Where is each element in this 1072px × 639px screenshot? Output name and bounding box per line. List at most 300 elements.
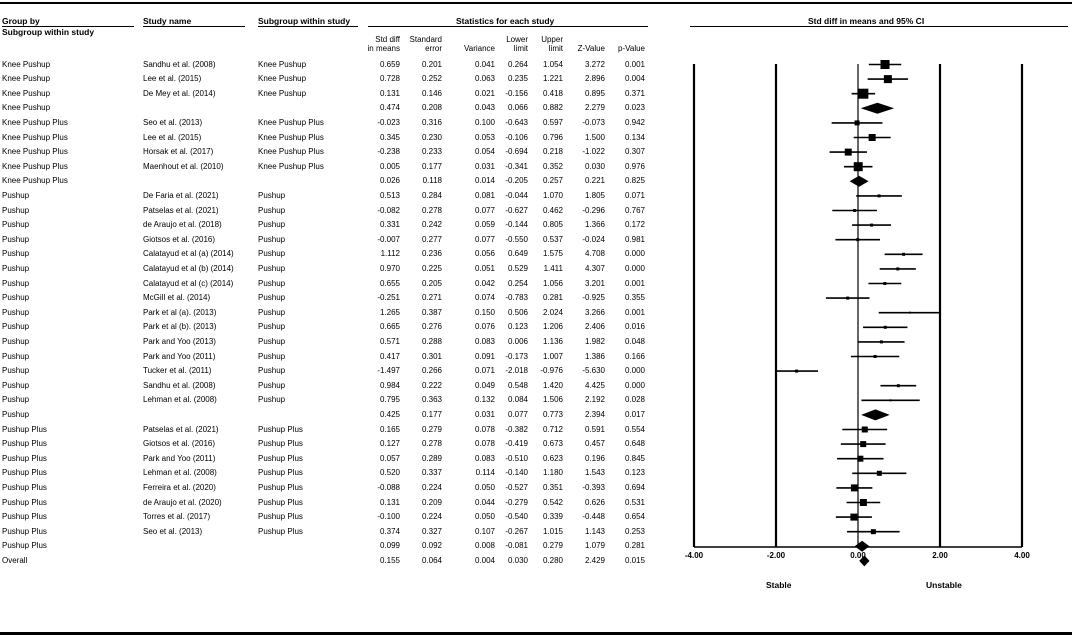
subgroup-cell: Pushup (258, 249, 286, 259)
z-value-cell: -0.925 (582, 293, 605, 303)
subgroup-cell: Pushup (258, 278, 286, 288)
std-diff-cell: 0.474 (379, 103, 400, 113)
group-cell: Knee Pushup Plus (2, 132, 68, 142)
z-value-cell: -0.448 (582, 512, 605, 522)
point-estimate-marker (795, 370, 798, 373)
col-header-z-l2: Z-Value (577, 44, 605, 53)
point-estimate-marker (884, 326, 887, 329)
z-value-cell: 1.500 (584, 132, 605, 142)
point-estimate-marker (883, 282, 886, 285)
group-cell: Knee Pushup (2, 74, 51, 84)
std-diff-cell: -0.007 (377, 234, 400, 244)
study-name-cell: Horsak et al. (2017) (143, 147, 214, 157)
standard-error-cell: 0.288 (421, 336, 442, 346)
standard-error-cell: 0.271 (421, 293, 442, 303)
variance-cell: 0.049 (474, 380, 495, 390)
upper-limit-cell: 1.206 (542, 322, 563, 332)
point-estimate-marker (909, 312, 911, 314)
subgroup-cell: Pushup (258, 336, 286, 346)
point-estimate-marker (880, 340, 883, 343)
study-name-cell: Park et al (a). (2013) (143, 307, 217, 317)
standard-error-cell: 0.208 (421, 103, 442, 113)
study-name-cell: Tucker et al. (2011) (143, 366, 212, 376)
upper-limit-cell: 0.542 (542, 497, 563, 507)
z-value-cell: 1.366 (584, 220, 605, 230)
subgroup-cell: Pushup (258, 351, 286, 361)
summary-diamond (850, 176, 869, 187)
lower-limit-cell: -0.550 (505, 234, 528, 244)
group-cell: Pushup (2, 249, 30, 259)
group-cell: Pushup (2, 395, 30, 405)
lower-limit-cell: -0.156 (505, 88, 528, 98)
header-subgroup-within-study: Subgroup within study (258, 16, 351, 26)
z-value-cell: 3.201 (584, 278, 605, 288)
col-header-se-l1: Standard (409, 35, 442, 44)
std-diff-cell: 1.112 (380, 249, 400, 259)
subgroup-cell: Pushup Plus (258, 468, 303, 478)
study-name-cell: Maenhout et al. (2010) (143, 161, 224, 171)
point-estimate-marker (878, 194, 881, 197)
upper-limit-cell: 1.007 (542, 351, 563, 361)
variance-cell: 0.114 (475, 468, 495, 478)
std-diff-cell: -0.238 (377, 147, 400, 157)
group-cell: Knee Pushup (2, 103, 51, 113)
subgroup-cell: Pushup (258, 234, 286, 244)
variance-cell: 0.107 (474, 526, 495, 536)
p-value-cell: 0.253 (624, 526, 645, 536)
subgroup-cell: Pushup Plus (258, 512, 303, 522)
lower-limit-cell: -0.419 (505, 439, 528, 449)
upper-limit-cell: 0.257 (542, 176, 563, 186)
lower-limit-cell: -0.694 (505, 147, 528, 157)
lower-limit-cell: -0.540 (505, 512, 528, 522)
col-header-upper-l2: limit (548, 44, 563, 53)
variance-cell: 0.053 (474, 132, 495, 142)
variance-cell: 0.076 (474, 322, 495, 332)
p-value-cell: 0.023 (624, 103, 645, 113)
group-cell: Overall (2, 555, 28, 565)
variance-cell: 0.083 (474, 336, 495, 346)
p-value-cell: 0.015 (624, 555, 645, 565)
std-diff-cell: -0.088 (377, 482, 400, 492)
std-diff-cell: 0.155 (379, 555, 400, 565)
group-cell: Knee Pushup (2, 88, 51, 98)
lower-limit-cell: -0.527 (505, 482, 528, 492)
variance-cell: 0.042 (474, 278, 495, 288)
lower-limit-cell: -0.341 (505, 161, 528, 171)
lower-limit-cell: -0.106 (505, 132, 528, 142)
std-diff-cell: 0.417 (379, 351, 400, 361)
p-value-cell: 0.001 (624, 59, 645, 69)
lower-limit-cell: -0.627 (505, 205, 528, 215)
x-tick-label: 4.00 (1014, 551, 1030, 560)
upper-limit-cell: 0.882 (542, 103, 563, 113)
col-header-variance-l2: Variance (464, 44, 495, 53)
subgroup-cell: Knee Pushup Plus (258, 161, 324, 171)
lower-limit-cell: -0.081 (505, 541, 528, 551)
z-value-cell: 4.307 (584, 263, 605, 273)
z-value-cell: -1.022 (582, 147, 605, 157)
z-value-cell: 2.406 (584, 322, 605, 332)
group-cell: Pushup Plus (2, 497, 47, 507)
z-value-cell: 0.591 (584, 424, 605, 434)
z-value-cell: -0.393 (582, 482, 605, 492)
standard-error-cell: 0.278 (421, 439, 442, 449)
upper-limit-cell: 1.054 (542, 59, 563, 69)
upper-limit-cell: 1.015 (542, 526, 563, 536)
point-estimate-marker (846, 297, 849, 300)
col-header-std-diff-l2: in means (367, 44, 400, 53)
std-diff-cell: -1.497 (377, 366, 400, 376)
point-estimate-marker (890, 399, 892, 401)
z-value-cell: 4.425 (584, 380, 605, 390)
study-name-cell: Lehman et al. (2008) (143, 395, 217, 405)
standard-error-cell: 0.289 (421, 453, 442, 463)
group-cell: Pushup (2, 205, 30, 215)
lower-limit-cell: 0.548 (507, 380, 528, 390)
p-value-cell: 0.648 (624, 439, 645, 449)
standard-error-cell: 0.276 (421, 322, 442, 332)
subgroup-cell: Pushup (258, 205, 286, 215)
standard-error-cell: 0.242 (421, 220, 442, 230)
group-cell: Pushup (2, 307, 30, 317)
study-name-cell: Calatayud et al (b) (2014) (143, 263, 234, 273)
subgroup-cell: Pushup (258, 366, 286, 376)
z-value-cell: 1.386 (584, 351, 605, 361)
p-value-cell: 0.004 (624, 74, 645, 84)
p-value-cell: 0.942 (624, 117, 645, 127)
point-estimate-marker (862, 427, 868, 433)
subgroup-cell: Pushup (258, 380, 286, 390)
z-value-cell: -0.073 (582, 117, 605, 127)
subgroup-cell: Knee Pushup (258, 74, 307, 84)
variance-cell: 0.132 (474, 395, 495, 405)
lower-limit-cell: 0.006 (507, 336, 528, 346)
lower-limit-cell: 0.506 (507, 307, 528, 317)
group-cell: Pushup (2, 263, 30, 273)
variance-cell: 0.031 (474, 409, 495, 419)
variance-cell: 0.063 (474, 74, 495, 84)
upper-limit-cell: 1.070 (542, 190, 563, 200)
variance-cell: 0.051 (474, 263, 495, 273)
upper-limit-cell: 0.279 (542, 541, 563, 551)
p-value-cell: 0.000 (624, 263, 645, 273)
header-subgroup-left: Subgroup within study (2, 27, 95, 37)
p-value-cell: 0.134 (624, 132, 645, 142)
group-cell: Knee Pushup Plus (2, 117, 68, 127)
upper-limit-cell: 0.418 (542, 88, 563, 98)
header-study-name: Study name (143, 16, 192, 26)
subgroup-cell: Pushup (258, 395, 286, 405)
lower-limit-cell: -0.783 (505, 293, 528, 303)
variance-cell: 0.100 (474, 117, 495, 127)
standard-error-cell: 0.230 (421, 132, 442, 142)
z-value-cell: 1.079 (584, 541, 605, 551)
lower-limit-cell: 0.254 (507, 278, 528, 288)
lower-limit-cell: 0.066 (507, 103, 528, 113)
lower-limit-cell: -0.044 (505, 190, 528, 200)
upper-limit-cell: 0.796 (542, 132, 563, 142)
study-name-cell: Park and Yoo (2011) (143, 453, 216, 463)
lower-limit-cell: 0.529 (507, 263, 528, 273)
variance-cell: 0.150 (474, 307, 495, 317)
std-diff-cell: 0.131 (379, 88, 400, 98)
upper-limit-cell: 0.712 (542, 424, 563, 434)
p-value-cell: 0.825 (624, 176, 645, 186)
p-value-cell: 0.307 (624, 147, 645, 157)
variance-cell: 0.031 (474, 161, 495, 171)
variance-cell: 0.043 (474, 103, 495, 113)
x-tick-label: -2.00 (766, 551, 786, 560)
std-diff-cell: 0.728 (379, 74, 400, 84)
study-name-cell: Calatayud et al (a) (2014) (143, 249, 234, 259)
standard-error-cell: 0.224 (421, 482, 442, 492)
study-name-cell: Lee et al. (2015) (143, 74, 202, 84)
subgroup-cell: Pushup (258, 293, 286, 303)
standard-error-cell: 0.387 (421, 307, 442, 317)
z-value-cell: 2.279 (584, 103, 605, 113)
standard-error-cell: 0.224 (421, 512, 442, 522)
p-value-cell: 0.166 (624, 351, 645, 361)
standard-error-cell: 0.225 (421, 263, 442, 273)
p-value-cell: 0.000 (624, 380, 645, 390)
point-estimate-marker (854, 162, 863, 171)
p-value-cell: 0.845 (624, 453, 645, 463)
group-cell: Pushup (2, 366, 30, 376)
group-cell: Pushup Plus (2, 439, 47, 449)
standard-error-cell: 0.201 (421, 59, 442, 69)
z-value-cell: -0.296 (582, 205, 605, 215)
point-estimate-marker (860, 499, 867, 506)
study-name-cell: Giotsos et al. (2016) (143, 234, 216, 244)
std-diff-cell: 0.127 (379, 439, 400, 449)
std-diff-cell: 0.659 (379, 59, 400, 69)
std-diff-cell: 0.665 (379, 322, 400, 332)
lower-limit-cell: -0.144 (505, 220, 528, 230)
lower-limit-cell: -0.205 (505, 176, 528, 186)
p-value-cell: 0.048 (624, 336, 645, 346)
z-value-cell: 3.266 (584, 307, 605, 317)
standard-error-cell: 0.316 (421, 117, 442, 127)
std-diff-cell: -0.082 (377, 205, 400, 215)
group-cell: Pushup Plus (2, 526, 47, 536)
variance-cell: 0.054 (474, 147, 495, 157)
group-cell: Knee Pushup Plus (2, 161, 68, 171)
standard-error-cell: 0.092 (421, 541, 442, 551)
point-estimate-marker (902, 253, 905, 256)
study-name-cell: Patselas et al. (2021) (143, 205, 219, 215)
z-value-cell: 2.192 (584, 395, 605, 405)
upper-limit-cell: 0.352 (542, 161, 563, 171)
group-cell: Pushup Plus (2, 453, 47, 463)
upper-limit-cell: 1.411 (543, 263, 563, 273)
variance-cell: 0.077 (474, 234, 495, 244)
group-cell: Knee Pushup Plus (2, 147, 68, 157)
point-estimate-marker (860, 441, 866, 447)
study-name-cell: Giotsos et al. (2016) (143, 439, 216, 449)
study-name-cell: Sandhu et al. (2008) (143, 59, 216, 69)
subgroup-cell: Pushup (258, 190, 286, 200)
variance-cell: 0.056 (474, 249, 495, 259)
standard-error-cell: 0.301 (421, 351, 442, 361)
group-cell: Pushup Plus (2, 424, 47, 434)
variance-cell: 0.071 (474, 366, 495, 376)
standard-error-cell: 0.222 (421, 380, 442, 390)
point-estimate-marker (877, 471, 882, 476)
point-estimate-marker (871, 529, 876, 534)
header-group-by: Group by (2, 16, 40, 26)
standard-error-cell: 0.363 (421, 395, 442, 405)
stable-label: Stable (766, 580, 792, 590)
upper-limit-cell: 1.420 (542, 380, 563, 390)
study-name-cell: Torres et al. (2017) (143, 512, 211, 522)
standard-error-cell: 0.277 (421, 234, 442, 244)
lower-limit-cell: -0.643 (505, 117, 528, 127)
std-diff-cell: 0.005 (379, 161, 400, 171)
subgroup-cell: Pushup (258, 263, 286, 273)
group-cell: Pushup (2, 351, 30, 361)
study-name-cell: Calatayud et al (c) (2014) (143, 278, 234, 288)
std-diff-cell: -0.100 (377, 512, 400, 522)
point-estimate-marker (845, 149, 852, 156)
std-diff-cell: 0.970 (379, 263, 400, 273)
z-value-cell: 2.429 (584, 555, 605, 565)
subgroup-cell: Pushup Plus (258, 453, 303, 463)
upper-limit-cell: 1.506 (542, 395, 563, 405)
z-value-cell: 0.030 (584, 161, 605, 171)
p-value-cell: 0.172 (624, 220, 645, 230)
standard-error-cell: 0.236 (421, 249, 442, 259)
z-value-cell: 0.221 (584, 176, 605, 186)
group-cell: Knee Pushup (2, 59, 51, 69)
z-value-cell: 1.805 (584, 190, 605, 200)
point-estimate-marker (897, 384, 900, 387)
standard-error-cell: 0.205 (421, 278, 442, 288)
upper-limit-cell: 0.623 (542, 453, 563, 463)
col-header-lower-l1: Lower (506, 35, 528, 44)
header-statistics: Statistics for each study (456, 16, 555, 26)
std-diff-cell: 0.374 (379, 526, 400, 536)
study-name-cell: Ferreira et al. (2020) (143, 482, 216, 492)
subgroup-cell: Knee Pushup Plus (258, 132, 324, 142)
lower-limit-cell: 0.123 (507, 322, 528, 332)
standard-error-cell: 0.278 (421, 205, 442, 215)
lower-limit-cell: -0.140 (505, 468, 528, 478)
standard-error-cell: 0.266 (421, 366, 442, 376)
lower-limit-cell: 0.084 (507, 395, 528, 405)
p-value-cell: 0.654 (624, 512, 645, 522)
group-cell: Pushup (2, 220, 30, 230)
subgroup-cell: Pushup (258, 307, 286, 317)
z-value-cell: 1.543 (584, 468, 605, 478)
subgroup-cell: Knee Pushup (258, 88, 307, 98)
upper-limit-cell: -0.976 (540, 366, 563, 376)
col-header-lower-l2: limit (513, 44, 528, 53)
variance-cell: 0.044 (474, 497, 495, 507)
group-cell: Pushup Plus (2, 482, 47, 492)
z-value-cell: 4.708 (584, 249, 605, 259)
upper-limit-cell: 0.537 (542, 234, 563, 244)
group-cell: Pushup (2, 234, 30, 244)
col-header-se-l2: error (425, 44, 442, 53)
x-tick-label: 2.00 (932, 551, 948, 560)
group-cell: Pushup (2, 322, 30, 332)
lower-limit-cell: 0.235 (507, 74, 528, 84)
std-diff-cell: 0.131 (379, 497, 400, 507)
upper-limit-cell: 1.221 (542, 74, 563, 84)
group-cell: Pushup Plus (2, 541, 47, 551)
lower-limit-cell: 0.649 (507, 249, 528, 259)
upper-limit-cell: 0.281 (542, 293, 563, 303)
z-value-cell: 0.895 (584, 88, 605, 98)
study-name-cell: Patselas et al. (2021) (143, 424, 219, 434)
study-name-cell: Lee et al. (2015) (143, 132, 202, 142)
variance-cell: 0.021 (474, 88, 495, 98)
point-estimate-marker (884, 75, 892, 83)
study-name-cell: Park et al (b). (2013) (143, 322, 217, 332)
lower-limit-cell: -0.382 (505, 424, 528, 434)
study-name-cell: de Araujo et al. (2020) (143, 497, 222, 507)
std-diff-cell: -0.251 (377, 293, 400, 303)
std-diff-cell: 0.655 (379, 278, 400, 288)
group-cell: Pushup Plus (2, 468, 47, 478)
variance-cell: 0.077 (474, 205, 495, 215)
group-cell: Pushup Plus (2, 512, 47, 522)
group-cell: Pushup (2, 409, 30, 419)
upper-limit-cell: 1.575 (542, 249, 563, 259)
upper-limit-cell: 0.351 (542, 482, 563, 492)
col-header-upper-l1: Upper (541, 35, 563, 44)
point-estimate-marker (853, 209, 856, 212)
lower-limit-cell: -0.173 (505, 351, 528, 361)
point-estimate-marker (858, 89, 868, 99)
p-value-cell: 0.000 (624, 249, 645, 259)
subgroup-cell: Knee Pushup Plus (258, 117, 324, 127)
std-diff-cell: 0.571 (379, 336, 400, 346)
summary-diamond (861, 103, 894, 114)
point-estimate-marker (851, 484, 858, 491)
point-estimate-marker (870, 224, 873, 227)
x-tick-label: 0.00 (850, 551, 866, 560)
lower-limit-cell: -2.018 (505, 366, 528, 376)
subgroup-cell: Pushup Plus (258, 526, 303, 536)
variance-cell: 0.081 (474, 190, 495, 200)
chart-title: Std diff in means and 95% CI (808, 16, 925, 26)
lower-limit-cell: 0.077 (507, 409, 528, 419)
z-value-cell: -0.024 (582, 234, 605, 244)
subgroup-cell: Pushup (258, 322, 286, 332)
standard-error-cell: 0.252 (421, 74, 442, 84)
p-value-cell: 0.554 (624, 424, 645, 434)
standard-error-cell: 0.284 (421, 190, 442, 200)
lower-limit-cell: -0.510 (505, 453, 528, 463)
lower-limit-cell: 0.264 (507, 59, 528, 69)
p-value-cell: 0.355 (624, 293, 645, 303)
std-diff-cell: 0.099 (379, 541, 400, 551)
p-value-cell: 0.531 (624, 497, 645, 507)
point-estimate-marker (896, 267, 899, 270)
z-value-cell: -5.630 (582, 366, 605, 376)
lower-limit-cell: -0.279 (505, 497, 528, 507)
std-diff-cell: 0.345 (379, 132, 400, 142)
p-value-cell: 0.976 (624, 161, 645, 171)
standard-error-cell: 0.146 (421, 88, 442, 98)
std-diff-cell: 0.057 (379, 453, 400, 463)
std-diff-cell: 0.331 (379, 220, 400, 230)
study-name-cell: De Mey et al. (2014) (143, 88, 216, 98)
standard-error-cell: 0.064 (421, 555, 442, 565)
upper-limit-cell: 0.339 (542, 512, 563, 522)
